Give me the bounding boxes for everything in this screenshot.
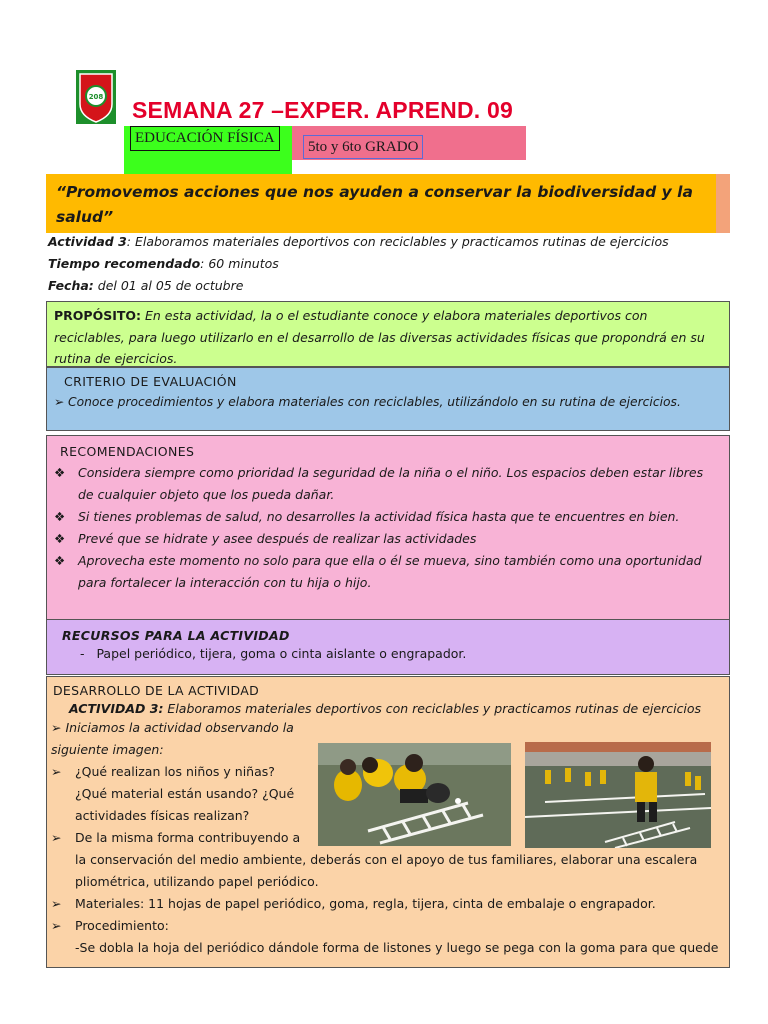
- grade-label: 5to y 6to GRADO: [303, 135, 423, 159]
- arrow-bullet-icon: ➢: [54, 395, 65, 409]
- resources-section: [46, 619, 730, 675]
- development-title: DESARROLLO DE LA ACTIVIDAD: [53, 683, 260, 698]
- activity-label: Actividad 3: [48, 234, 127, 249]
- development-activity: [51, 701, 725, 716]
- arrow-bullet-icon: ➢: [51, 918, 62, 933]
- area-label: EDUCACIÓN FÍSICA: [130, 126, 280, 151]
- procedure-label: Procedimiento:: [75, 918, 169, 933]
- task-line3: pliométrica, utilizando papel periódico.: [75, 874, 319, 889]
- development-activity-label: ACTIVIDAD 3:: [69, 701, 164, 716]
- date-label: Fecha:: [48, 278, 94, 293]
- recommendations-section: [46, 435, 730, 620]
- diamond-bullet-icon: ❖: [54, 509, 66, 524]
- criteria-section: [46, 367, 730, 431]
- recommendation-text: Si tienes problemas de salud, no desarrolles la actividad física hasta que te encuentres en bien.: [78, 509, 680, 524]
- criteria-text: Conoce procedimientos y elabora materiales con reciclables, utilizándolo en su rutina de ejercicios.: [68, 395, 681, 409]
- task-line1: De la misma forma contribuyendo a: [75, 830, 301, 845]
- arrow-bullet-icon: ➢: [51, 896, 62, 911]
- recommendation-item: [54, 506, 722, 528]
- resources-title: RECURSOS PARA LA ACTIVIDAD: [62, 628, 290, 643]
- recommendation-item: [54, 550, 722, 594]
- task-line2: la conservación del medio ambiente, deberás con el apoyo de tus familiares, elaborar una escalera: [75, 852, 698, 867]
- time-text: : 60 minutos: [200, 256, 279, 271]
- date-text: del 01 al 05 de octubre: [93, 278, 244, 293]
- arrow-bullet-icon: ➢: [51, 830, 62, 845]
- motto-banner-edge: [716, 174, 730, 233]
- school-logo-icon: [76, 70, 116, 124]
- purpose-text: En esta actividad, la o el estudiante conoce y elabora materiales deportivos con reciclables, para luego utilizarlo en el desarrollo de las diversas actividades físicas que propondrá en su rutina de ejercicios.: [54, 308, 705, 366]
- resources-text: Papel periódico, tijera, goma o cinta aislante o engrapador.: [96, 646, 467, 661]
- question-line2: ¿Qué material están usando? ¿Qué: [75, 786, 295, 801]
- purpose-section: [46, 301, 730, 367]
- criteria-item: [54, 395, 722, 409]
- recommendation-text: Aprovecha este momento no solo para que ella o él se mueva, sino también como una oportunidad para fortalecer la interacción con tu hija o hijo.: [78, 553, 702, 590]
- procedure-step: -Se dobla la hoja del periódico dándole forma de listones y luego se pega con la goma para que quede: [75, 940, 719, 955]
- question-line3: actividades físicas realizan?: [75, 808, 250, 823]
- dash-bullet-icon: -: [80, 646, 85, 661]
- motto-banner: “Promovemos acciones que nos ayuden a conservar la biodiversidad y la salud”: [46, 174, 716, 233]
- arrow-bullet-icon: ➢: [51, 764, 62, 779]
- step-intro-line1: Iniciamos la actividad observando la: [65, 720, 294, 735]
- step-intro-line2: siguiente imagen:: [51, 742, 164, 757]
- development-activity-text: Elaboramos materiales deportivos con reciclables y practicamos rutinas de ejercicios: [163, 701, 702, 716]
- page-title: SEMANA 27 –EXPER. APREND. 09: [132, 97, 513, 123]
- time-line: [48, 256, 279, 271]
- diamond-bullet-icon: ❖: [54, 531, 66, 546]
- purpose-label: PROPÓSITO:: [54, 308, 142, 323]
- time-label: Tiempo recomendado: [48, 256, 201, 271]
- logo-number: 208: [88, 93, 104, 101]
- recommendations-title: RECOMENDACIONES: [60, 444, 195, 459]
- recommendation-text: Considera siempre como prioridad la seguridad de la niña o el niño. Los espacios deben estar libres de cualquier objeto que los pueda dañar.: [78, 465, 704, 502]
- activity-line: [48, 234, 669, 249]
- photo-children-building-ladder: [318, 743, 511, 846]
- recommendation-item: [54, 462, 722, 506]
- diamond-bullet-icon: ❖: [54, 553, 66, 568]
- materials-text: Materiales: 11 hojas de papel periódico, goma, regla, tijera, cinta de embalaje o engrapador.: [75, 896, 656, 911]
- criteria-title: CRITERIO DE EVALUACIÓN: [64, 374, 237, 389]
- recommendation-text: Prevé que se hidrate y asee después de realizar las actividades: [78, 531, 477, 546]
- photo-child-jumping-ladder: [525, 742, 711, 848]
- date-line: [48, 278, 243, 293]
- resources-item: [54, 646, 722, 661]
- recommendation-item: [54, 528, 722, 550]
- activity-text: : Elaboramos materiales deportivos con reciclables y practicamos rutinas de ejercicios: [126, 234, 669, 249]
- arrow-bullet-icon: ➢: [51, 720, 62, 735]
- question-line1: ¿Qué realizan los niños y niñas?: [75, 764, 275, 779]
- diamond-bullet-icon: ❖: [54, 465, 66, 480]
